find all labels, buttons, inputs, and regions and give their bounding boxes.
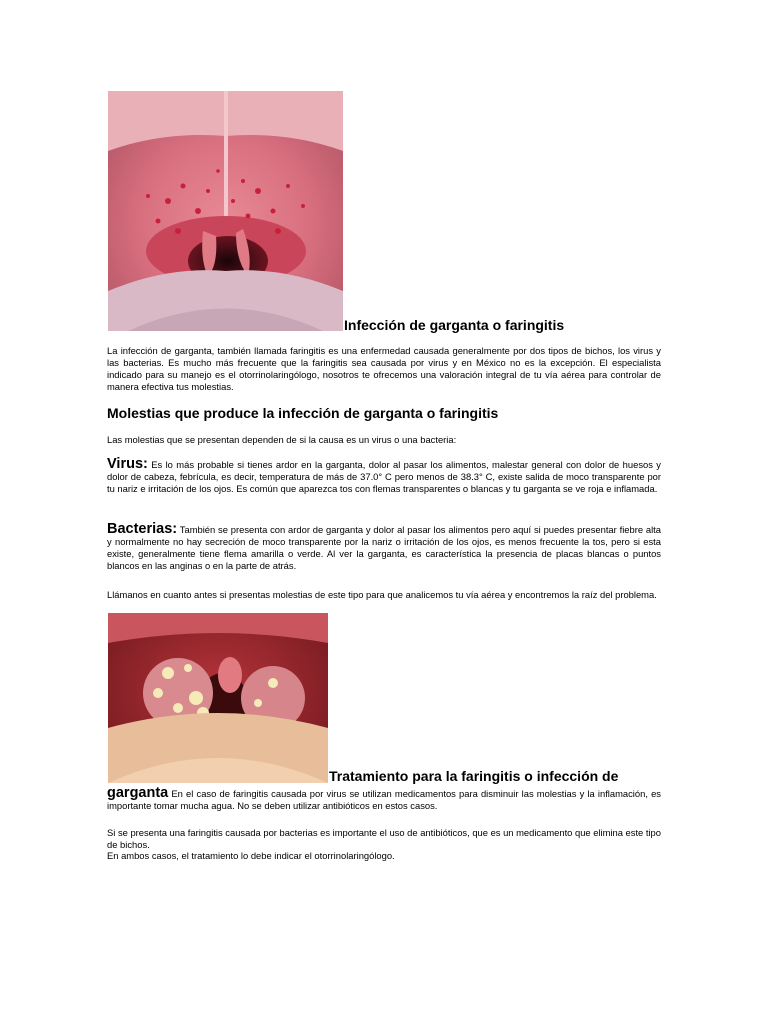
tratamiento-text: En el caso de faringitis causada por virus se utilizan medicamentos para disminuir las molestias y la inflamación, es importante tomar mucha agua. No se deben utilizar antibióticos en estos casos. [107,788,661,811]
molestias-intro: Las molestias que se presentan dependen de si la causa es un virus o una bacteria: [107,434,457,445]
throat-photo-bacterial [108,613,328,783]
throat-photo-viral [108,91,343,331]
bacteria-text: También se presenta con ardor de garganta y dolor al pasar los alimentos pero aquí si puedes presentar fiebre alta y normalmente no hay secreción de moco transparente por la nariz o irritación de los ojos, es menos frecuente la tos, pero si esta existe, generalmente tiene flema amarilla o verde. Al ver la garganta, es característica la presencia de placas blancas o puntos blancos en las anginas o en la parte de atrás. [107,524,661,571]
heading-infeccion: Infección de garganta o faringitis [344,317,565,333]
heading-tratamiento-cont: garganta [107,785,169,801]
bacteria-label: Bacterias: [107,521,178,537]
virus-label: Virus: [107,456,148,472]
antibioticos-paragraph: Si se presenta una faringitis causada por bacterias es importante el uso de antibióticos, que es un medicamento que elimina este tipo de bichos. [107,827,661,850]
virus-text: Es lo más probable si tienes ardor en la garganta, dolor al pasar los alimentos, malestar general con dolor de huesos y dolor de cabeza, febrícula, es decir, temperatura de más de 37.0° C pero menos de 38.3° C, existe salida de moco transparente por tu nariz e irritación de los ojos. Es común que aparezca tos con flemas transparentes o blancas y tu garganta se ve roja e inflamada. [107,459,661,494]
tratamiento-paragraph [107,787,661,812]
virus-paragraph [107,458,661,495]
intro-paragraph: La infección de garganta, también llamada faringitis es una enfermedad causada generalmente por dos tipos de bichos, los virus y las bacterias. Es mucho más frecuente que la faringitis sea causada por virus y en México no es la excepción. El especialista indicado para su manejo es el otorrinolaringólogo, nosotros te ofrecemos una valoración integral de tu vía aérea para controlar de manera efectiva tus molestias. [107,345,661,392]
heading-molestias: Molestias que produce la infección de garganta o faringitis [107,405,499,421]
call-to-action: Llámanos en cuanto antes si presentas molestias de este tipo para que analicemos tu vía aérea y encontremos la raíz del problema. [107,589,657,600]
bacteria-paragraph [107,523,661,572]
otorrino-paragraph: En ambos casos, el tratamiento lo debe indicar el otorrinolaringólogo. [107,850,395,861]
heading-tratamiento: Tratamiento para la faringitis o infección de [329,768,619,784]
